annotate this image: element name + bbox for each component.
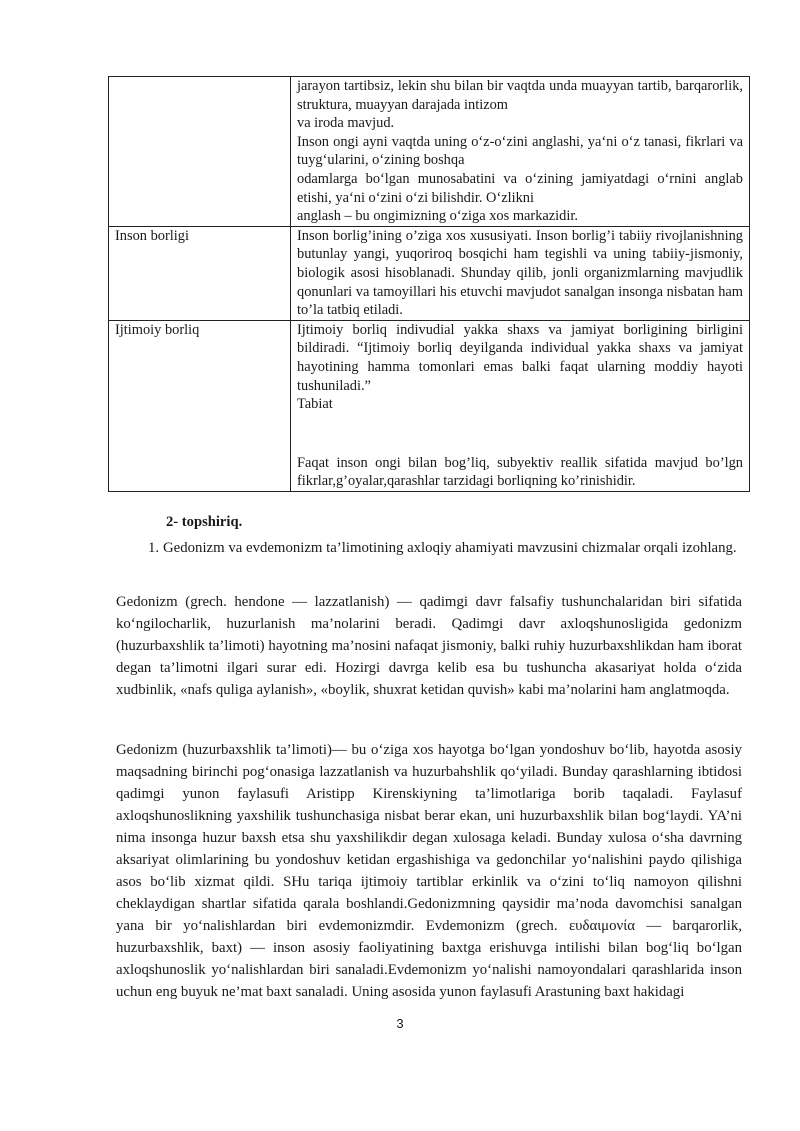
blank-gap <box>297 414 743 454</box>
term-cell <box>109 77 291 227</box>
term-cell: Ijtimoiy borliq <box>109 320 291 491</box>
description-cell <box>291 320 750 491</box>
description-line: jarayon tartibsiz, lekin shu bilan bir vaqtda unda muayyan tartib, barqarorlik, struktura, muayyan darajada intizom <box>297 78 743 113</box>
page-number: 3 <box>396 1016 404 1031</box>
table-row <box>109 320 750 491</box>
description-line: va iroda mavjud. <box>297 115 395 132</box>
description-line: Inson ongi ayni vaqtda uning oʻz-oʻzini anglashi, yaʻni oʻz tanasi, fikrlari va tuygʻularini, oʻzining boshqa <box>297 133 743 169</box>
description-cell <box>291 226 750 320</box>
description-line: Ijtimoiy borliq indivudial yakka shaxs va jamiyat borligining birligini bildiradi. “Ijtimoiy borliq deyilganda individual yakka shaxs va jamiyat hayotining hamma tomonlari emas balki faqat ularning moddiy hayoti tushuniladi.” <box>297 321 743 394</box>
terms-table <box>108 76 750 492</box>
description-line: odamlarga boʻlgan munosabatini va oʻzining jamiyatdagi oʻrnini anglab etishi, yaʻni oʻzini oʻzi bilishdir. Oʻzlikni <box>297 170 743 206</box>
description-line: Inson borlig’ining o’ziga xos xususiyati. Inson borlig’i tabiiy rivojlanishning butunlay yangi, yuqoriroq bosqichi ham tegishli va uning tabiiy-jismoniy, biologik asosi hisoblanadi. Shunday qilib, jonli organizmlarning mavjudlik qonunlari va tamoyillari his etuvchi mavjudot sanalgan insonga nisbatan ham to’la tatbiq etiladi. <box>297 227 743 319</box>
table-row <box>109 77 750 227</box>
body-paragraph: Gedonizm (huzurbaxshlik ta’limoti)— bu oʻziga xos hayotga boʻlgan yondoshuv boʻlib, hayotda asosiy maqsadning birinchi pogʻonasiga lazzatlanish va huzurbahshlik qoʻyiladi. Bunday qarashlarning ibtidosi qadimgi yunon faylasufi Aristipp Kirenskiyning ta’limotlariga borib taqaladi. Faylasuf axloqshunoslikning yaxshilik tushunchasiga nisbat berar ekan, uni huzurbaxshlik bilan bogʻlaydi. YA’ni nima insonga huzur baxsh etsa shu yaxshilikdir degan xulosaga keladi. Bunday xulosa oʻsha davrning aksariyat olimlarining bu yondoshuv ketidan ergashishiga va gedonchilar yoʻnalishini paydo qilishiga asos boʻlib xizmat qildi. SHu tariqa ijtimoiy tartiblar erkinlik va oʻzini toʻliq namoyon qilishni cheklaydigan shartlar sifatida qarala boshlandi.Gedonizmning qaysidir ma’noda davomchisi sanalgan yana bir yoʻnalishlardan biri evdemonizmdir. Evdemonizm (grech. ευδαιμονία — barqarorlik, huzurbaxshlik, baxt) — inson asosiy faoliyatining baxtga erishuvga intilishi bilan bogʻliq boʻlgan axloqshunoslik yoʻnalishlardan biri sanaladi.Evdemonizm yoʻnalishi namoyondalari qarashlarida inson uchun eng buyuk ne’mat baxt sanaladi. Uning asosida yunon faylasufi Arastuning baxt hakidagi <box>116 742 742 1000</box>
list-number: 1. <box>148 540 160 556</box>
task-heading: 2- topshiriq. <box>166 514 243 530</box>
task-list-item <box>148 537 742 559</box>
body-paragraph: Gedonizm (grech. hendone — lazzatlanish) — qadimgi davr falsafiy tushunchalaridan biri sifatida koʻngilocharlik, huzurlanish ma’nolarini beradi. Qadimgi davr axloqshunosligida gedonizm (huzurbaxshlik ta’limoti) hayotning ma’nosini nafaqat jismoniy, balki ruhiy huzurbaxshlikdan ham iborat degan ta’limotni ilgari surar edi. Hozirgi davrga kelib esa bu tushuncha akasariyat holda oʻzida xudbinlik, «nafs quliga aylanish», «boylik, shuxrat ketidan quvish» kabi ma’nolarini ham anglatmoqda. <box>116 594 742 698</box>
description-line: anglash – bu ongimizning oʻziga xos markazidir. <box>297 208 578 225</box>
task-text: Gedonizm va evdemonizm ta’limotining axloqiy ahamiyati mavzusini chizmalar orqali izohlang. <box>163 540 737 556</box>
description-line: Faqat inson ongi bilan bog’liq, subyektiv reallik sifatida mavjud bo’lgn fikrlar,g’oyalar,qarashlar tarzidagi borliqning ko’rinishidir. <box>297 454 743 490</box>
table-row <box>109 226 750 320</box>
term-cell: Inson borligi <box>109 226 291 320</box>
description-cell <box>291 77 750 227</box>
description-line: Tabiat <box>297 396 333 413</box>
